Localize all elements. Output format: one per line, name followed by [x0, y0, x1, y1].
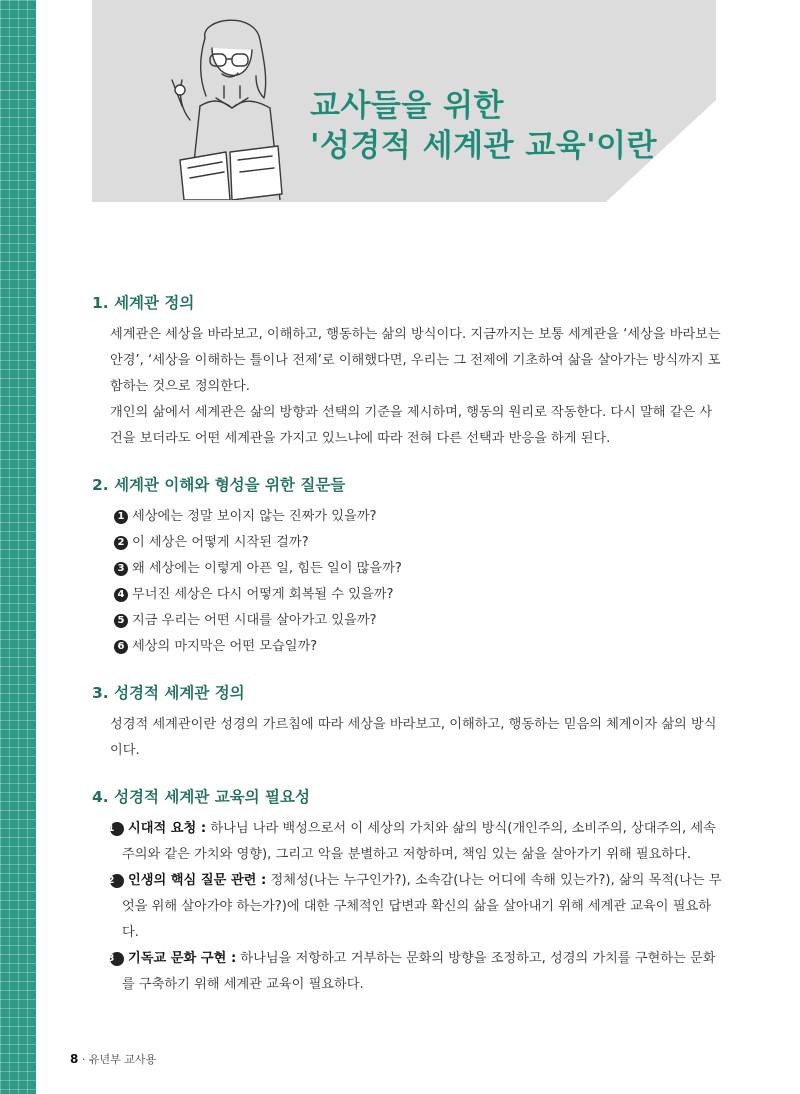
section-worldview-questions	[92, 474, 722, 660]
paragraph: 성경적 세계관이란 성경의 가르침에 따라 세상을 바라보고, 이해하고, 행동하는 믿음의 체계이자 삶의 방식이다.	[110, 717, 717, 758]
footer-separator: ·	[81, 1053, 86, 1066]
item-text: 하나님을 저항하고 거부하는 문화의 방향을 조정하고, 성경의 가치를 구현하는 문화를 구축하기 위해 세계관 교육이 필요하다.	[122, 951, 716, 992]
list-item	[114, 530, 722, 556]
section-worldview-definition	[92, 292, 722, 452]
question-text: 세상에는 정말 보이지 않는 진짜가 있을까?	[132, 509, 377, 524]
section-heading: 1. 세계관 정의	[92, 294, 195, 312]
teacher-reading-illustration	[160, 10, 300, 200]
list-item	[107, 868, 722, 946]
item-label: 시대적 요청 :	[128, 821, 207, 836]
list-item	[114, 634, 722, 660]
number-badge: 3	[110, 952, 124, 966]
question-text: 이 세상은 어떻게 시작된 걸까?	[132, 535, 309, 550]
number-badge: 2	[110, 874, 124, 888]
question-text: 무너진 세상은 다시 어떻게 회복될 수 있을까?	[132, 587, 394, 602]
title-line-2: '성경적 세계관 교육'이란	[310, 128, 658, 164]
number-badge: 1	[110, 822, 124, 836]
section-heading: 3. 성경적 세계관 정의	[92, 684, 245, 702]
content-body	[92, 292, 722, 1020]
question-list	[92, 504, 722, 660]
section-biblical-worldview-definition	[92, 682, 722, 764]
book-name: 유년부 교사용	[88, 1053, 157, 1066]
question-text: 지금 우리는 어떤 시대를 살아가고 있을까?	[132, 613, 377, 628]
number-badge: 5	[114, 614, 128, 628]
number-badge: 1	[114, 510, 128, 524]
title-line-1: 교사들을 위한	[310, 88, 504, 124]
question-text: 왜 세상에는 이렇게 아픈 일, 힘든 일이 많을까?	[132, 561, 402, 576]
item-text: 하나님 나라 백성으로서 이 세상의 가치와 삶의 방식(개인주의, 소비주의, 상대주의, 세속주의와 같은 가치와 영향), 그리고 악을 분별하고 저항하며, 책임 있는 삶을 살아가기 위해 필요하다.	[122, 821, 716, 862]
page-title	[310, 86, 657, 166]
side-grid-strip	[0, 0, 36, 1094]
number-badge: 4	[114, 588, 128, 602]
list-item	[114, 582, 722, 608]
section-education-necessity	[92, 786, 722, 998]
item-label: 인생의 핵심 질문 관련 :	[128, 873, 267, 888]
question-text: 세상의 마지막은 어떤 모습일까?	[132, 639, 318, 654]
paragraph: 세계관은 세상을 바라보고, 이해하고, 행동하는 삶의 방식이다. 지금까지는 보통 세계관을 ‘세상을 바라보는 안경’, ‘세상을 이해하는 틀이나 전제’로 이해했다면, 우리는 그 전제에 기초하여 삶을 살아가는 방식까지 포함하는 것으로 정의한다.	[110, 327, 721, 394]
list-item	[114, 608, 722, 634]
number-badge: 2	[114, 536, 128, 550]
number-badge: 3	[114, 562, 128, 576]
section-heading: 2. 세계관 이해와 형성을 위한 질문들	[92, 476, 346, 494]
list-item	[107, 946, 722, 998]
list-item	[114, 556, 722, 582]
list-item	[107, 816, 722, 868]
number-badge: 6	[114, 640, 128, 654]
page-footer	[70, 1051, 156, 1067]
section-heading: 4. 성경적 세계관 교육의 필요성	[92, 788, 310, 806]
list-item	[114, 504, 722, 530]
paragraph: 개인의 삶에서 세계관은 삶의 방향과 선택의 기준을 제시하며, 행동의 원리로 작동한다. 다시 말해 같은 사건을 보더라도 어떤 세계관을 가지고 있느냐에 따라 전혀 다른 선택과 반응을 하게 된다.	[110, 405, 713, 446]
page-number: 8	[70, 1052, 79, 1066]
item-label: 기독교 문화 구현 :	[128, 951, 237, 966]
item-text: 정체성(나는 누구인가?), 소속감(나는 어디에 속해 있는가?), 삶의 목적(나는 무엇을 위해 살아가야 하는가?)에 대한 구체적인 답변과 확신의 삶을 살아내기 위해 세계관 교육이 필요하다.	[122, 873, 722, 940]
necessity-list	[92, 816, 722, 998]
